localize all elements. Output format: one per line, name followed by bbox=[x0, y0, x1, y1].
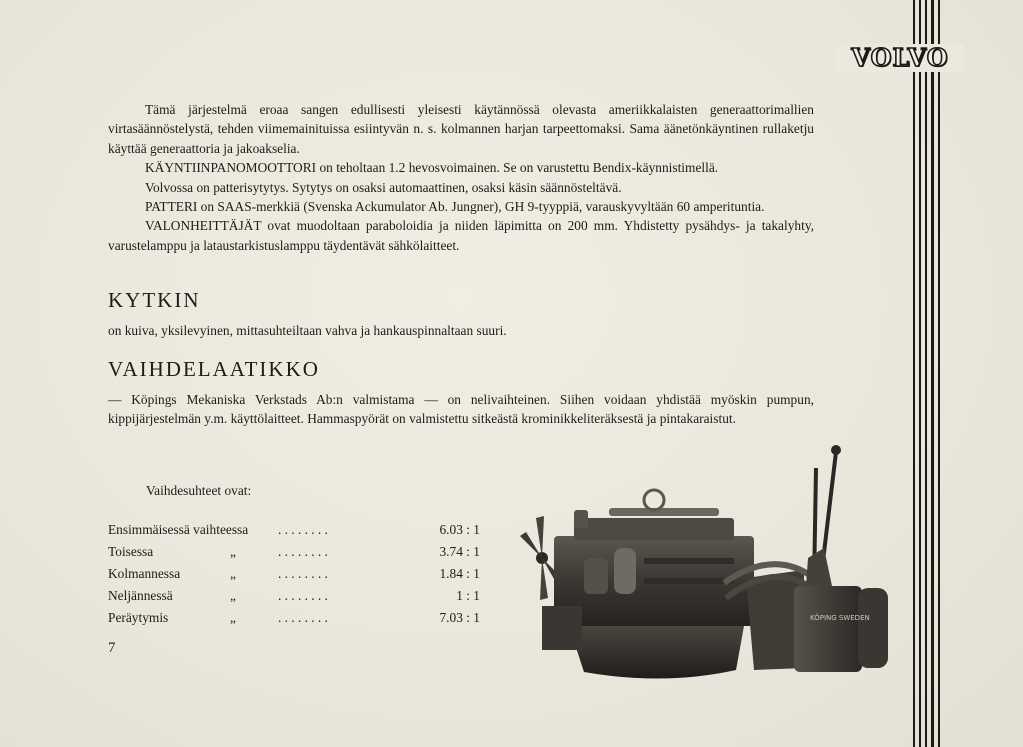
gear-ratio-value: 1 : 1 bbox=[456, 588, 480, 603]
ditto-mark: „ bbox=[230, 588, 236, 603]
heading-kytkin: KYTKIN bbox=[108, 288, 201, 312]
gear-ratios-title: Vaihdesuhteet ovat: bbox=[146, 483, 252, 498]
paragraph-generator: Tämä järjestelmä eroaa sangen edullisesti yleisesti käytännössä olevasta ameriikkalaisten generaattorimallien virtasäännöstelystä, tehden viimemainituissa esiintyvän n. s. kolmannen harjan tarpeettomaksi. Sama äänetönkäyntinen rullaketju käyttää generaattoria ja jakoakselia. bbox=[108, 102, 814, 156]
gear-ratio-value: 6.03 : 1 bbox=[439, 522, 480, 537]
volvo-logo: VOLVO bbox=[836, 44, 964, 72]
gear-label: Kolmannessa bbox=[108, 566, 181, 581]
gear-ratio-value: 1.84 : 1 bbox=[439, 566, 480, 581]
paragraph-ignition: Volvossa on patterisytytys. Sytytys on osaksi automaattinen, osaksi käsin säännösteltävä. bbox=[145, 179, 622, 195]
gear-ratio-row bbox=[108, 586, 480, 606]
gear-label: Neljännessä bbox=[108, 588, 173, 603]
leader-dots: ........ bbox=[278, 544, 332, 559]
paragraph-headlights: VALONHEITTÄJÄT ovat muodoltaan paraboloidia ja niiden läpimitta on 200 mm. Yhdistetty pysähdys- ja takalyhty, varustelamppu ja lataustarkistuslamppu täydentävät sähkölaitteet. bbox=[108, 218, 814, 253]
paragraph-battery: PATTERI on SAAS-merkkiä (Svenska Ackumulator Ab. Jungner), GH 9-tyyppiä, varauskyvyltään 60 amperituntia. bbox=[145, 199, 765, 215]
vertical-rule bbox=[913, 0, 915, 747]
paragraph-starter-motor: KÄYNTIINPANOMOOTTORI on teholtaan 1.2 hevosvoimainen. Se on varustettu Bendix-käynnistimellä. bbox=[145, 160, 719, 176]
page-number: 7 bbox=[108, 640, 116, 656]
intro-text-block bbox=[108, 100, 814, 255]
gear-ratio-row bbox=[108, 564, 480, 584]
vertical-rule bbox=[925, 0, 927, 747]
ditto-mark: „ bbox=[230, 610, 236, 625]
gear-label: Peräytymis bbox=[108, 610, 169, 625]
paragraph-kytkin: on kuiva, yksilevyinen, mittasuhteiltaan vahva ja hankauspinnaltaan suuri. bbox=[108, 323, 507, 338]
leader-dots: ........ bbox=[278, 588, 332, 603]
gear-ratio-row bbox=[108, 542, 480, 562]
gear-ratio-value: 7.03 : 1 bbox=[439, 610, 480, 625]
gearbox-plate: KÖPING SWEDEN bbox=[810, 614, 870, 622]
ditto-mark: „ bbox=[230, 566, 236, 581]
vaihdelaatikko-text-block bbox=[108, 390, 814, 429]
ditto-mark: „ bbox=[230, 544, 236, 559]
engine-gearbox-photo bbox=[514, 438, 894, 688]
paragraph-vaihdelaatikko: — Köpings Mekaniska Verkstads Ab:n valmistama — on nelivaihteinen. Siihen voidaan yhdistää myöskin pumpun, kippijärjestelmän y.m. käyttölaitteet. Hammaspyörät on valmistettu sitkeästä krominikkeliteräksestä ja pintakaraistut. bbox=[108, 392, 814, 427]
vertical-rule bbox=[938, 0, 940, 747]
leader-dots: ........ bbox=[278, 522, 332, 537]
kytkin-text-block bbox=[108, 321, 814, 340]
gear-ratio-row bbox=[108, 520, 480, 540]
gear-label: Toisessa bbox=[108, 544, 154, 559]
vertical-rule bbox=[931, 0, 934, 747]
heading-vaihdelaatikko: VAIHDELAATIKKO bbox=[108, 357, 320, 381]
gear-ratio-row bbox=[108, 608, 480, 628]
leader-dots: ........ bbox=[278, 566, 332, 581]
vertical-rule bbox=[919, 0, 921, 747]
gear-ratio-value: 3.74 : 1 bbox=[439, 544, 480, 559]
leader-dots: ........ bbox=[278, 610, 332, 625]
gear-label: Ensimmäisessä vaihteessa bbox=[108, 522, 249, 537]
